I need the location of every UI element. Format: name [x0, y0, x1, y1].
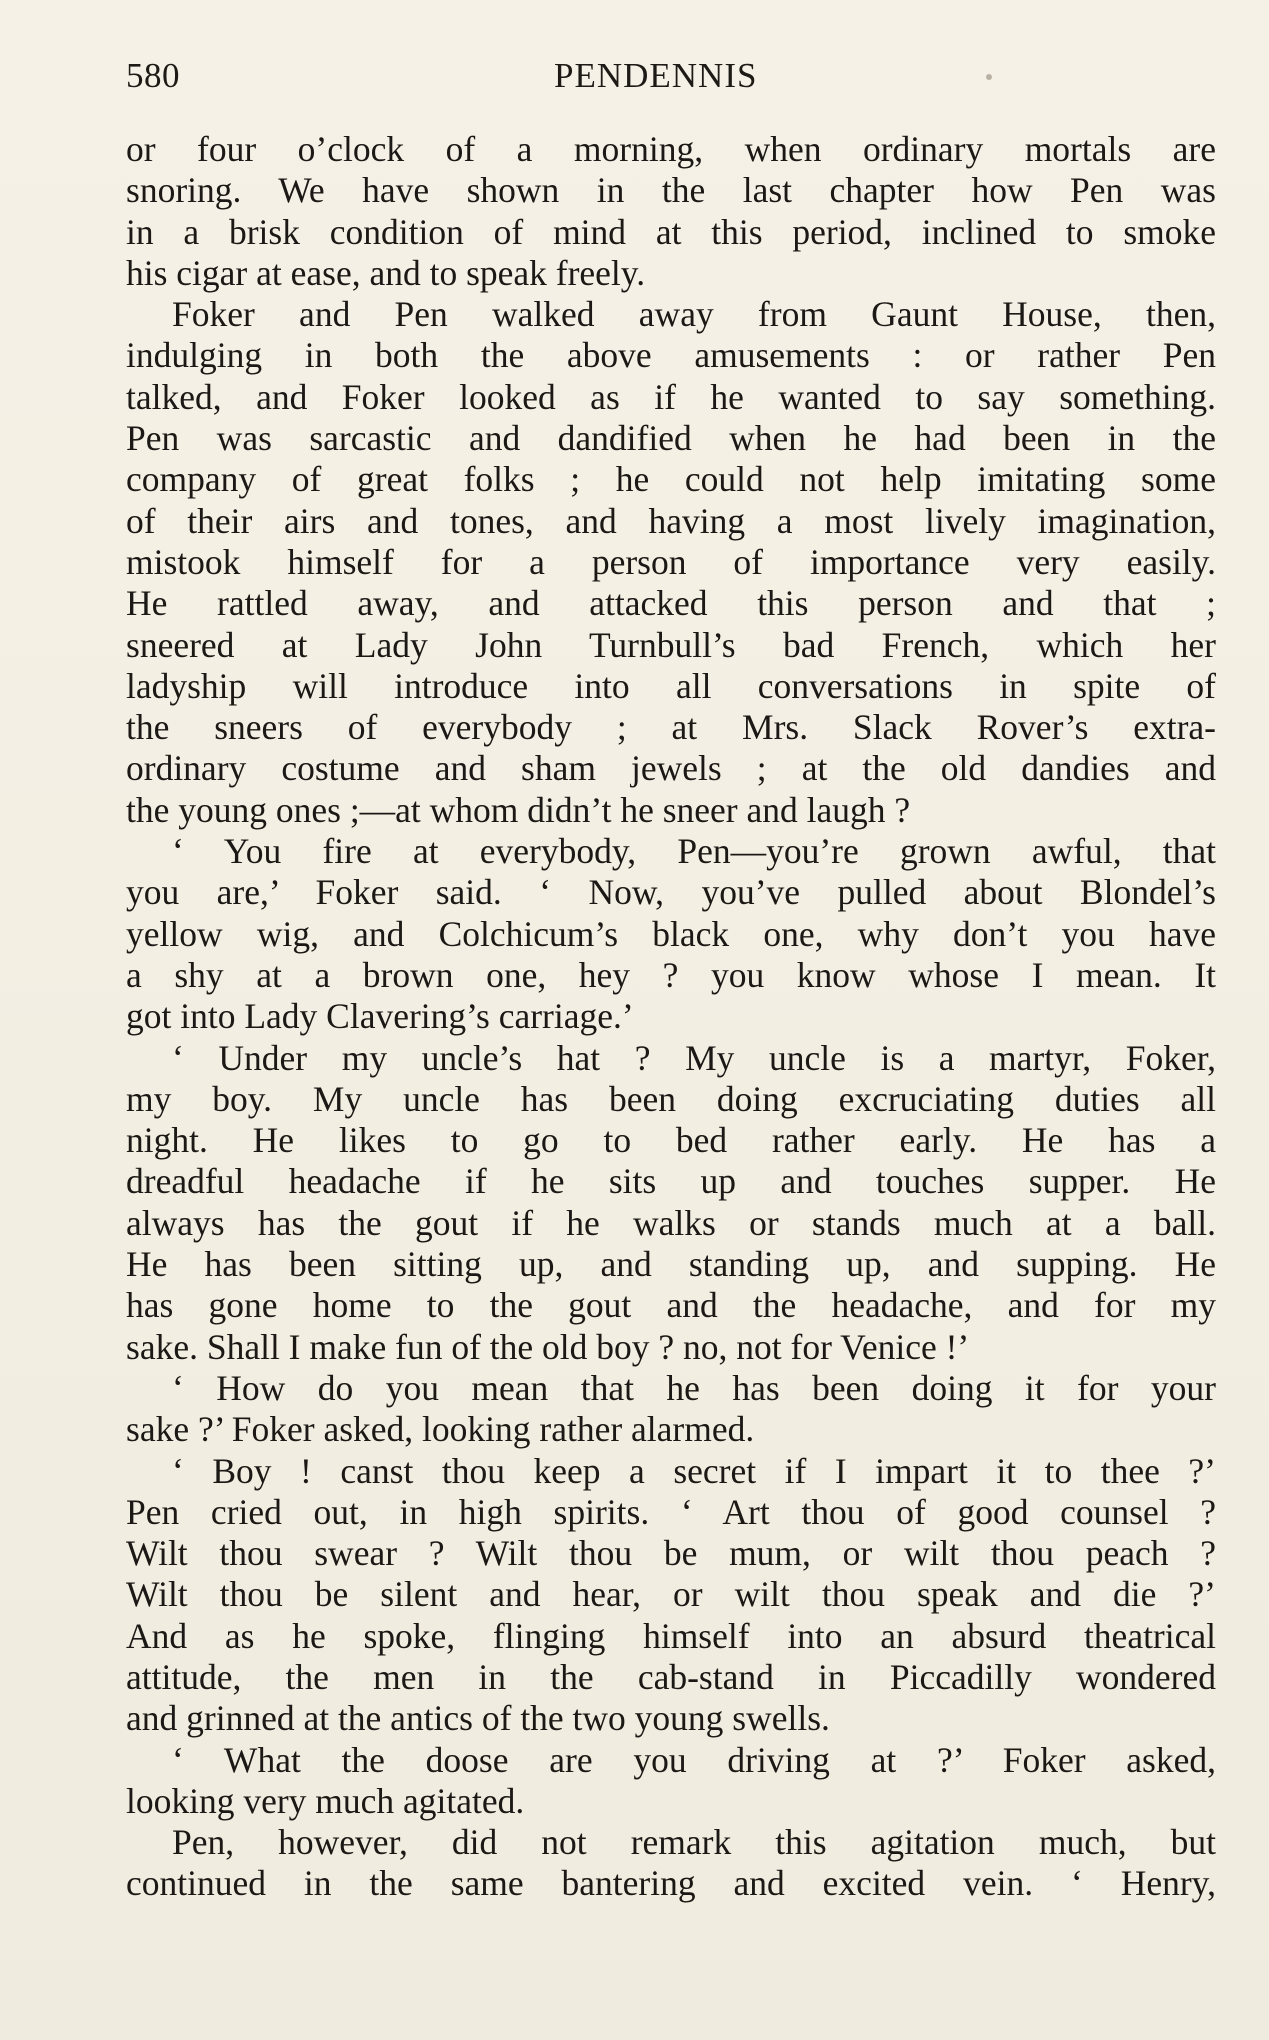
text-line: ‘ You fire at everybody, Pen—you’re grown awful, that — [172, 831, 1216, 872]
text-line: Wilt thou be silent and hear, or wilt thou speak and die ?’ — [126, 1574, 1216, 1615]
text-line: sake ?’ Foker asked, looking rather alarmed. — [126, 1409, 755, 1450]
text-line: his cigar at ease, and to speak freely. — [126, 252, 646, 293]
text-line: you are,’ Foker said. ‘ Now, you’ve pulled about Blondel’s — [126, 872, 1216, 913]
text-line: ‘ Boy ! canst thou keep a secret if I impart it to thee ?’ — [172, 1450, 1216, 1491]
text-line: And as he spoke, flinging himself into an absurd theatrical — [126, 1615, 1216, 1656]
text-line: snoring. We have shown in the last chapter how Pen was — [126, 170, 1216, 211]
text-line: night. He likes to go to bed rather early. He has a — [126, 1120, 1216, 1161]
text-line: or four o’clock of a morning, when ordinary mortals are — [126, 129, 1216, 169]
text-line: and grinned at the antics of the two young swells. — [126, 1698, 830, 1739]
text-line: got into Lady Clavering’s carriage.’ — [126, 996, 634, 1037]
page-number: 580 — [126, 56, 180, 95]
text-line: in a brisk condition of mind at this period, inclined to smoke — [126, 211, 1216, 252]
text-line: Pen was sarcastic and dandified when he had been in the — [126, 418, 1216, 459]
text-line: always has the gout if he walks or stands much at a ball. — [126, 1202, 1216, 1243]
text-line: the young ones ;—at whom didn’t he sneer and laugh ? — [126, 789, 911, 830]
text-line: sake. Shall I make fun of the old boy ? no, not for Venice !’ — [126, 1326, 970, 1367]
text-line: ladyship will introduce into all conversations in spite of — [126, 665, 1216, 706]
text-line: Pen, however, did not remark this agitation much, but — [172, 1822, 1216, 1863]
text-line: indulging in both the above amusements : or rather Pen — [126, 335, 1216, 376]
text-line: He rattled away, and attacked this person and that ; — [126, 583, 1216, 624]
text-line: ordinary costume and sham jewels ; at the old dandies and — [126, 748, 1216, 789]
text-line: yellow wig, and Colchicum’s black one, why don’t you have — [126, 913, 1216, 954]
text-line: talked, and Foker looked as if he wanted to say something. — [126, 376, 1216, 417]
text-line: sneered at Lady John Turnbull’s bad French, which her — [126, 624, 1216, 665]
text-line: Pen cried out, in high spirits. ‘ Art thou of good counsel ? — [126, 1491, 1216, 1532]
text-line: of their airs and tones, and having a most lively imagination, — [126, 500, 1216, 541]
text-line: dreadful headache if he sits up and touches supper. He — [126, 1161, 1216, 1202]
text-line: Foker and Pen walked away from Gaunt House, then, — [172, 294, 1216, 335]
running-title: PENDENNIS — [554, 56, 758, 95]
body-text — [126, 129, 1216, 1905]
text-line: has gone home to the gout and the headache, and for my — [126, 1285, 1216, 1326]
text-line: a shy at a brown one, hey ? you know whose I mean. It — [126, 954, 1216, 995]
text-line: Wilt thou swear ? Wilt thou be mum, or wilt thou peach ? — [126, 1533, 1216, 1574]
page-header — [126, 56, 1216, 104]
text-line: He has been sitting up, and standing up, and supping. He — [126, 1244, 1216, 1285]
text-line: the sneers of everybody ; at Mrs. Slack Rover’s extra- — [126, 707, 1216, 748]
text-line: looking very much agitated. — [126, 1780, 525, 1821]
text-line: company of great folks ; he could not help imitating some — [126, 459, 1216, 500]
text-line: mistook himself for a person of importance very easily. — [126, 541, 1216, 582]
text-line: ‘ Under my uncle’s hat ? My uncle is a martyr, Foker, — [172, 1037, 1216, 1078]
text-line: ‘ What the doose are you driving at ?’ Foker asked, — [172, 1739, 1216, 1780]
text-line: attitude, the men in the cab-stand in Piccadilly wondered — [126, 1656, 1216, 1697]
text-line: my boy. My uncle has been doing excruciating duties all — [126, 1078, 1216, 1119]
print-speck — [986, 74, 992, 80]
text-line: continued in the same bantering and excited vein. ‘ Henry, — [126, 1863, 1216, 1904]
text-line: ‘ How do you mean that he has been doing it for your — [172, 1367, 1216, 1408]
